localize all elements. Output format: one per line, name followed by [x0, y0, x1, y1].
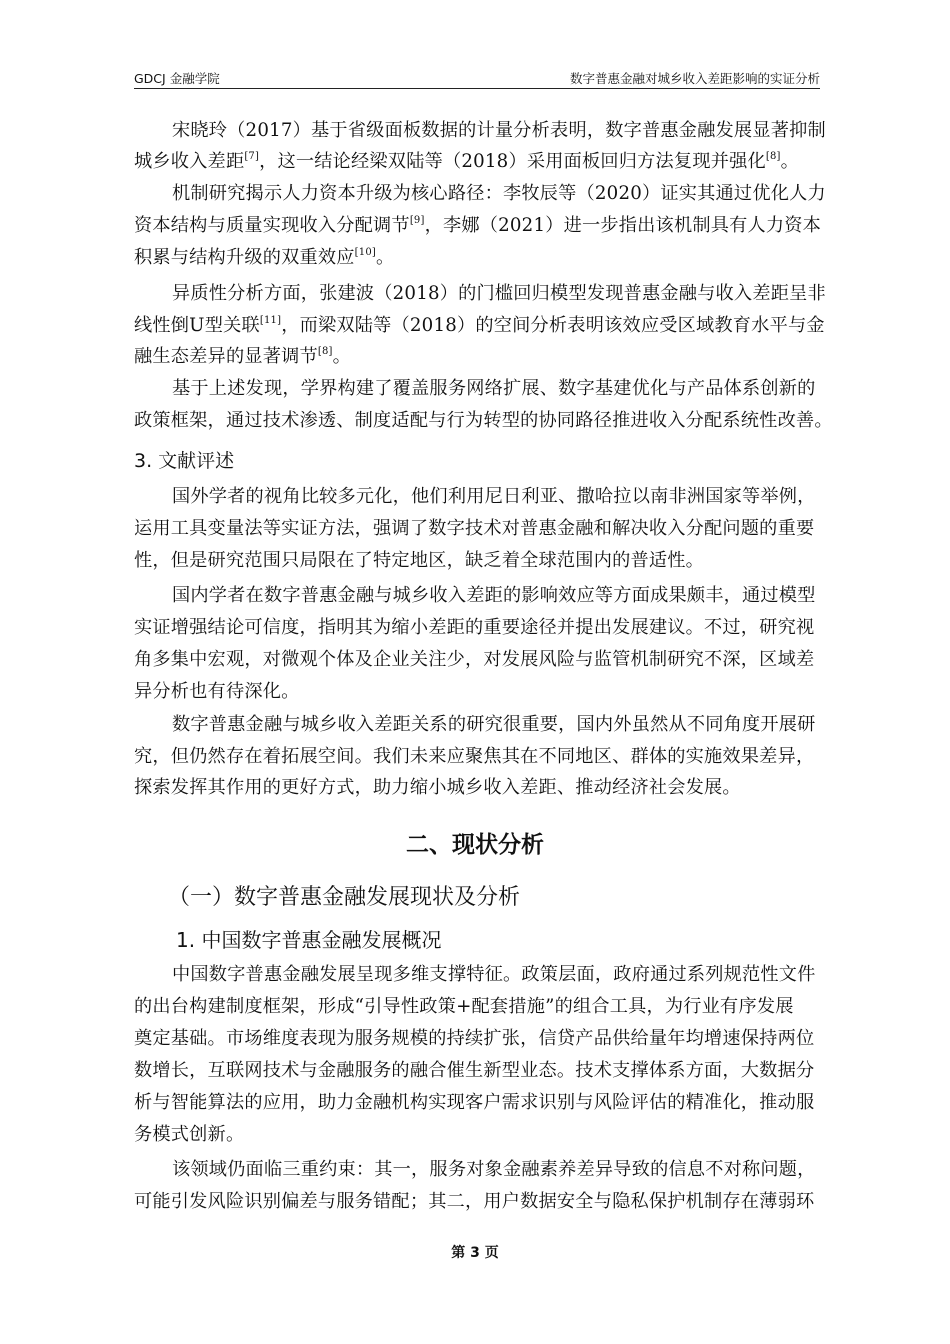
paragraph-line: 实证增强结论可信度，指明其为缩小差距的重要途径并提出发展建议。不过，研究视	[134, 617, 815, 638]
paragraph-line: 异分析也有待深化。	[134, 681, 300, 702]
page-header	[134, 66, 820, 89]
paragraph-line: 角多集中宏观，对微观个体及企业关注少，对发展风险与监管机制研究不深，区域差	[134, 649, 815, 670]
paragraph-line: 性，但是研究范围只局限在了特定地区，缺乏着全球范围内的普适性。	[134, 550, 705, 571]
text: 融生态差异的显著调节	[134, 346, 318, 367]
paragraph-line: 数增长，互联网技术与金融服务的融合催生新型业态。技术支撑体系方面，大数据分	[134, 1060, 815, 1081]
page-number: 第 3 页	[451, 1245, 499, 1261]
text: 城乡收入差距	[134, 151, 245, 172]
paragraph-line: 数字普惠金融与城乡收入差距关系的研究很重要，国内外虽然从不同角度开展研	[172, 714, 816, 735]
paragraph-line	[134, 345, 852, 369]
subsection-heading: 1. 中国数字普惠金融发展概况	[176, 928, 442, 952]
text: ，这一结论经梁双陆等（2018）采用面板回归方法复现并强化	[259, 151, 766, 172]
paragraph-line: 析与智能算法的应用，助力金融机构实现客户需求识别与风险评估的精准化，推动服	[134, 1092, 815, 1113]
paragraph-line: 政策框架，通过技术渗透、制度适配与行为转型的协同路径推进收入分配系统性改善。	[134, 410, 833, 431]
text: 资本结构与质量实现收入分配调节	[134, 215, 410, 236]
citation[interactable]: [10]	[354, 247, 376, 258]
section-heading-literature-review: 3. 文献评述	[134, 450, 235, 472]
citation[interactable]: [11]	[259, 315, 282, 326]
paragraph-line: 国外学者的视角比较多元化，他们利用尼日利亚、撒哈拉以南非洲国家等举例，	[172, 486, 816, 507]
chapter-heading: 二、现状分析	[406, 832, 544, 858]
text: 积累与结构升级的双重效应	[134, 247, 355, 268]
paragraph-line: 运用工具变量法等实证方法，强调了数字技术对普惠金融和解决收入分配问题的重要	[134, 518, 815, 539]
paragraph-line: 的出台构建制度框架，形成“引导性政策+配套措施”的组合工具，为行业有序发展	[134, 996, 794, 1017]
section-heading: （一）数字普惠金融发展现状及分析	[168, 885, 521, 910]
paragraph-line	[134, 246, 852, 270]
text: ，而梁双陆等（2018）的空间分析表明该效应受区域教育水平与金	[281, 315, 825, 336]
citation[interactable]: [7]	[244, 151, 260, 162]
paragraph-line: 基于上述发现，学界构建了覆盖服务网络扩展、数字基建优化与产品体系创新的	[172, 378, 816, 399]
citation[interactable]: [9]	[409, 215, 425, 226]
paragraph-line: 宋晓玲（2017）基于省级面板数据的计量分析表明，数字普惠金融发展显著抑制	[172, 120, 826, 141]
paragraph-line	[134, 150, 852, 174]
paragraph-line	[134, 214, 852, 238]
header-title: 数字普惠金融对城乡收入差距影响的实证分析	[569, 71, 820, 86]
text: 。	[375, 247, 395, 268]
paragraph-line: 机制研究揭示人力资本升级为核心路径：李牧辰等（2020）证实其通过优化人力	[172, 183, 826, 204]
paragraph-line: 可能引发风险识别偏差与服务错配；其二，用户数据安全与隐私保护机制存在薄弱环	[134, 1191, 815, 1212]
paragraph-line: 务模式创新。	[134, 1124, 245, 1145]
paragraph-line	[134, 314, 852, 338]
text: 。	[780, 151, 800, 172]
paragraph-line: 中国数字普惠金融发展呈现多维支撑特征。政策层面，政府通过系列规范性文件	[172, 964, 816, 985]
paragraph-line: 探索发挥其作用的更好方式，助力缩小城乡收入差距、推动经济社会发展。	[134, 777, 741, 798]
text: 线性倒U型关联	[134, 315, 260, 336]
paragraph-line: 究，但仍然存在着拓展空间。我们未来应聚焦其在不同地区、群体的实施效果差异，	[134, 746, 815, 767]
text: ，李娜（2021）进一步指出该机制具有人力资本	[424, 215, 822, 236]
paragraph-line: 该领域仍面临三重约束：其一，服务对象金融素养差异导致的信息不对称问题，	[172, 1159, 816, 1180]
citation[interactable]: [8]	[765, 151, 781, 162]
paragraph-line: 异质性分析方面，张建波（2018）的门槛回归模型发现普惠金融与收入差距呈非	[172, 283, 826, 304]
text: 。	[332, 346, 352, 367]
paragraph-line: 奠定基础。市场维度表现为服务规模的持续扩张，信贷产品供给量年均增速保持两位	[134, 1028, 815, 1049]
paragraph-line: 国内学者在数字普惠金融与城乡收入差距的影响效应等方面成果颇丰，通过模型	[172, 585, 816, 606]
header-institution: GDCJ 金融学院	[134, 71, 220, 86]
citation[interactable]: [8]	[317, 346, 333, 357]
